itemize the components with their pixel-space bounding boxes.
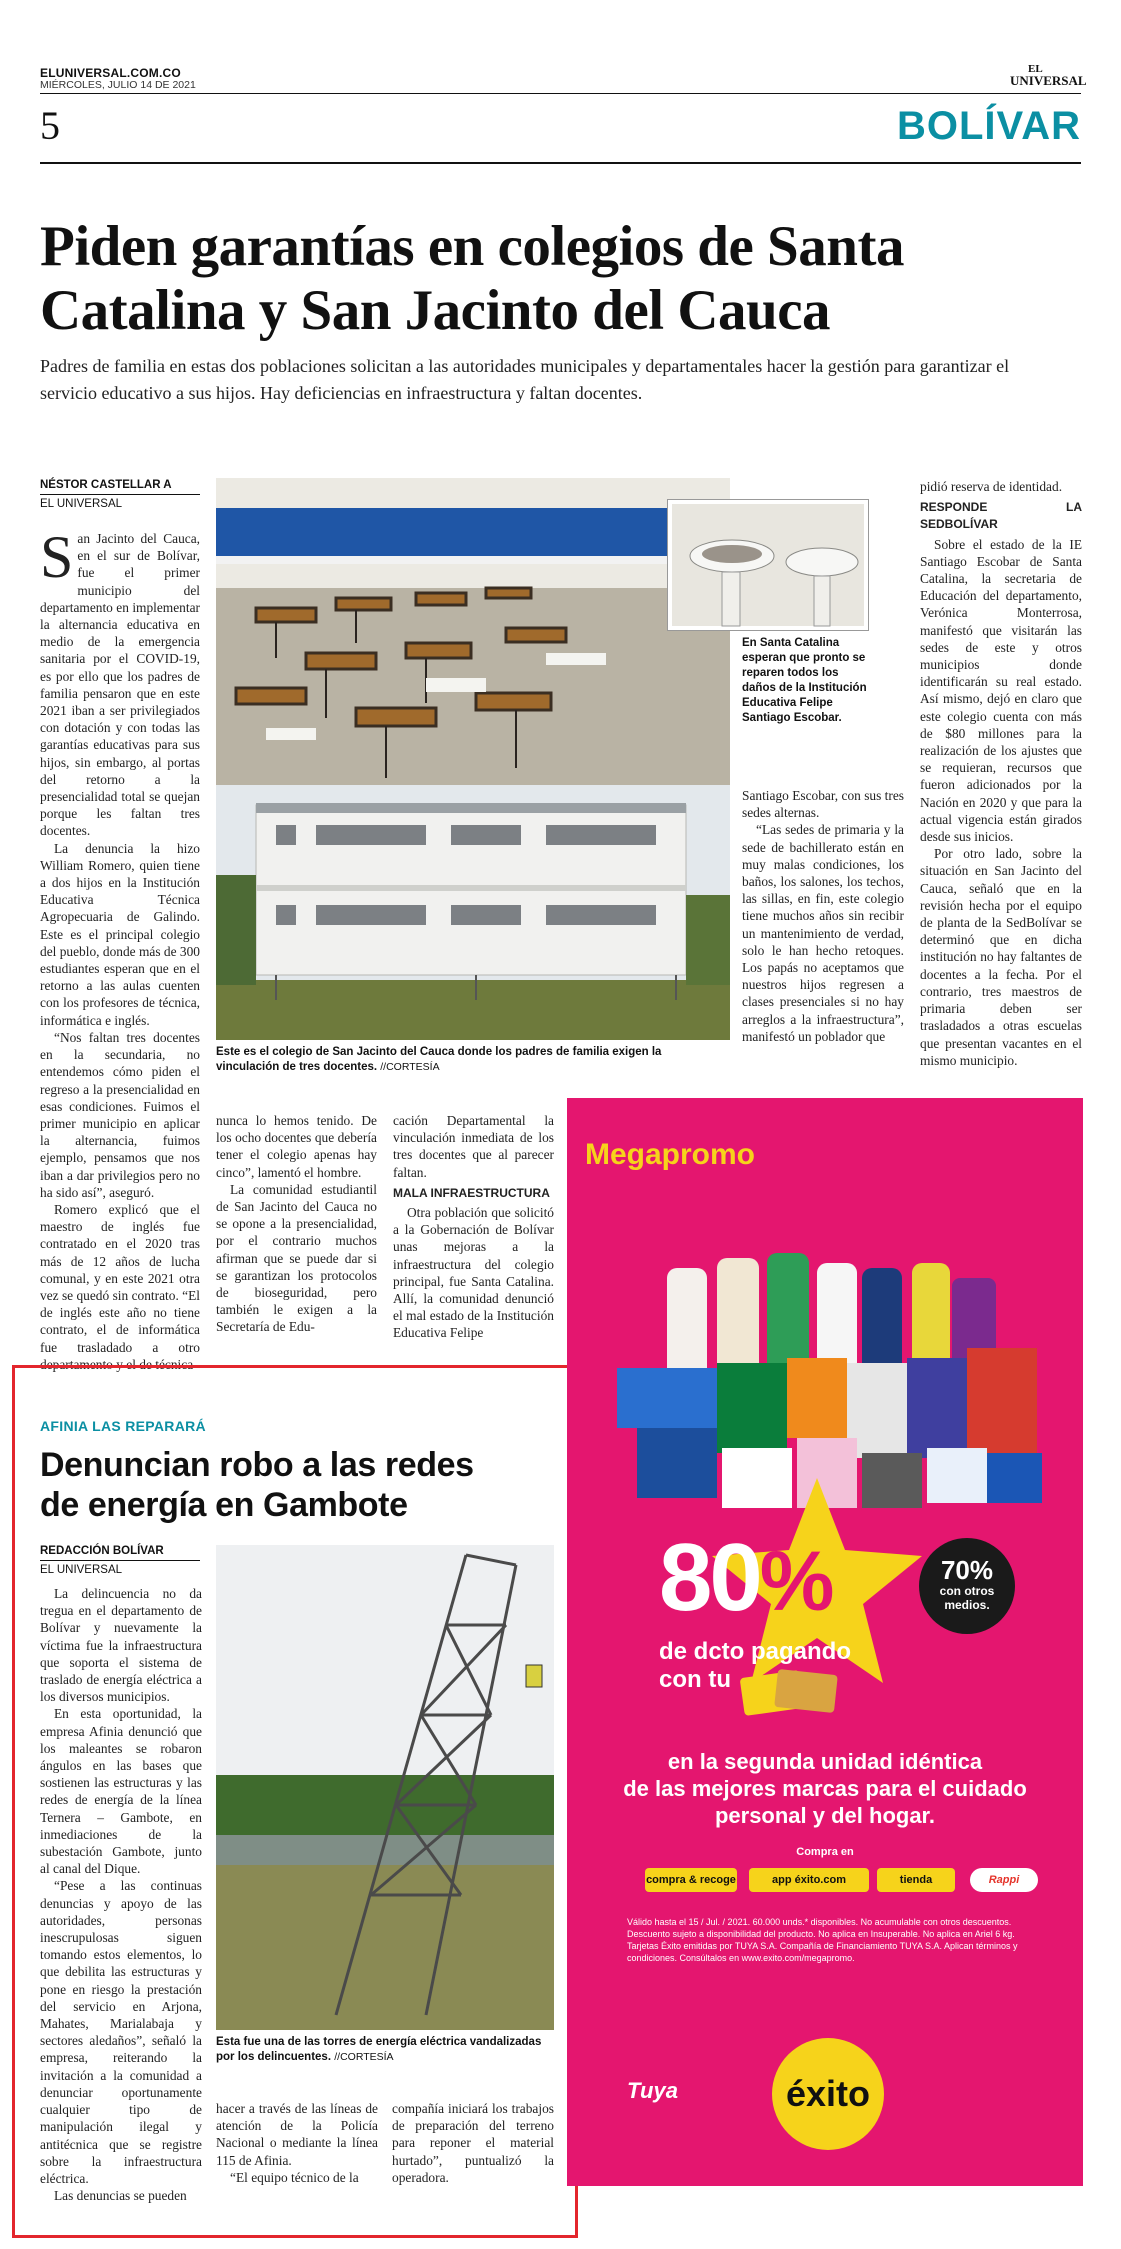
main-column-2 — [216, 1112, 377, 1362]
building-caption — [216, 1045, 726, 1075]
classroom-illustration — [216, 478, 730, 788]
second-headline — [40, 1445, 560, 1525]
second-col2-para1: hacer a través de las líneas de atención de la Policía Nacional o mediante la línea 115 de Afinia. — [216, 2101, 378, 2168]
masthead-logo — [1010, 63, 1087, 88]
channel-tienda[interactable]: tienda — [877, 1868, 955, 1892]
tower-photo — [216, 1545, 554, 2030]
second-headline-line1: Denuncian robo a las redes — [40, 1446, 474, 1484]
second-author-outlet: EL UNIVERSAL — [40, 1564, 123, 1576]
megapromo-title: Megapromo — [585, 1138, 756, 1171]
subhead-mala-infraestructura: MALA INFRAESTRUCTURA — [393, 1185, 550, 1200]
ad-body-line2: de las mejores marcas para el cuidado — [623, 1776, 1027, 1801]
washbasin-illustration — [672, 504, 864, 626]
second-col1-para1: La delincuencia no da tregua en el departamento de Bolívar y nuevamente la víctima fue la infraestructura que soporta el sistema de traslado de energía eléctrica a los diversos municipios. — [40, 1586, 202, 1705]
main-headline-line2: Catalina y San Jacinto del Cauca — [40, 279, 830, 342]
header-rule-bottom — [40, 162, 1081, 164]
second-col2-para2: “El equipo técnico de la — [230, 2169, 359, 2185]
logo-line1: EL — [1028, 63, 1043, 75]
tower-caption-credit: //CORTESÍA — [334, 2051, 394, 2063]
second-col1-para4: Las denuncias se pueden — [54, 2188, 187, 2204]
author-name: NÉSTOR CASTELLAR A — [40, 478, 200, 495]
main-col3-para2: Otra población que solicitó a la Gobernación de Bolívar unas mejoras a la infraestructura del colegio principal, fue Santa Catalina. Allí, la comunidad denunció el mal estado de la Institución Educativa Felipe — [393, 1205, 554, 1341]
main-column-3 — [393, 1112, 554, 1362]
buy-in-label: Compra en — [796, 1846, 854, 1858]
legal-text: Válido hasta el 15 / Jul. / 2021. 60.000 unds.* disponibles. No acumulable con otros descuentos. Descuento sujeto a disponibilidad del producto. No aplica en Insuperable. No aplica en Ariel 6 kg. Tarjetas Éxito emitidas por TUYA S.A. Compañía de Financiamiento TUYA S.A. Aplican términos y condiciones. Consúltalos en www.exito.com/megapromo. — [627, 1917, 1018, 1963]
alt-discount-badge — [919, 1538, 1015, 1634]
second-col1-para3: “Pese a las continuas denuncias y apoyo de las autoridades, personas inescrupulosas siguen tomando estos elementos, lo que debilita las estructuras y pone en riesgo la prestación del servicio en Arjona, Mahates, Marialabaja y sectores aledaños”, señaló la empresa, reiterando la invitación a la comunidad a denunciar oportunamente cualquier tipo de manipulación ilegal y antitécnica que se registre sobre la infraestructura eléctrica. — [40, 1878, 202, 2186]
logo-line2: UNIVERSAL — [1010, 73, 1087, 88]
channel-app-exito[interactable]: app éxito.com — [749, 1868, 869, 1892]
tower-illustration — [216, 1545, 554, 2030]
site-name: ELUNIVERSAL.COM.CO — [40, 66, 181, 80]
discount-line1: de dcto pagando — [659, 1638, 851, 1665]
discount-80 — [659, 1524, 832, 1631]
main-byline — [40, 478, 200, 511]
exito-logo — [772, 2038, 884, 2150]
main-col1-para2: La denuncia la hizo William Romero, quien tiene a dos hijos en la Institución Educativa Técnica Agropecuaria de Galindo. Este es el principal colegio del pueblo, donde más de 300 estudiantes esperan que en el retorno a las aulas cuenten con los profesores de técnica, informática e inglés. — [40, 840, 200, 1028]
alt-discount-text1: con otros — [939, 1584, 995, 1598]
subhead-responde-sedbolivar: RESPONDE LA SEDBOLÍVAR — [920, 500, 1082, 532]
building-caption-text: Este es el colegio de San Jacinto del Cauca donde los padres de familia exigen la vinculación de tres docentes. — [216, 1046, 662, 1073]
issue-date: MIÉRCOLES, JULIO 14 DE 2021 — [40, 79, 196, 91]
main-col1-text1: an Jacinto del Cauca, en el sur de Bolívar, fue el primer municipio del departamento en implementar la alternancia educativa en medio de la emergencia sanitaria por el COVID-19, es por ello que los padres de familia pensaron que en este 2021 iban a ser privilegiados con dotación y con todas las garantías educativas para sus hijos, sin embargo, al portas del retorno a la presencialidad total se quejan porque les faltan tres docentes. — [40, 531, 200, 839]
second-column-3 — [392, 2100, 554, 2225]
tower-caption-text: Esta fue una de las torres de energía eléctrica vandalizadas por los delincuentes. — [216, 2036, 542, 2063]
main-col1-para4: Romero explicó que el maestro de inglés fue contratado en el 2020 tras más de 12 años de lucha comunal, y en este 2021 otra vez se quedó sin contrato. “El de inglés este año no tiene contrato, el de informática fue trasladado a otro departamento y el de técnica — [40, 1201, 200, 1372]
discount-percent: % — [759, 1534, 832, 1628]
second-author-name: REDACCIÓN BOLÍVAR — [40, 1544, 200, 1561]
main-col1-para3: “Nos faltan tres docentes en la secundaria, no entendemos cómo piden el regreso a la presencialidad en esas condiciones. Fuimos el primer municipio en aplicar la alternancia, fuimos ejemplo, pensamos que nos iban a dar privilegios pero no ha sido así”, aseguró. — [40, 1029, 200, 1200]
main-col4-para1: Santiago Escobar, con sus tres sedes alternas. — [742, 788, 904, 821]
alt-discount-number: 70% — [940, 1555, 994, 1585]
inset-photo — [668, 500, 868, 630]
main-subtitle: Padres de familia en estas dos poblaciones solicitan a las autoridades municipales y departamentales hacer la gestión para garantizar el servicio educativo a sus hijos. Hay deficiencias en infraestructura y faltan docentes. — [40, 356, 1010, 403]
main-col1-para1 — [40, 524, 200, 840]
inset-caption: En Santa Catalina esperan que pronto se reparen todos los daños de la Institución Educativa Felipe Santiago Escobar. — [742, 637, 867, 724]
school-building-illustration — [216, 785, 730, 1040]
discount-number: 80 — [659, 1524, 760, 1631]
main-col2-para1: nunca lo hemos tenido. De los ocho docentes que debería tener el colegio apenas hay cinco”, lamentó el hombre. — [216, 1113, 377, 1180]
building-caption-credit: //CORTESÍA — [380, 1061, 440, 1073]
exito-cards — [742, 1668, 842, 1718]
main-column-1 — [40, 524, 200, 1372]
second-col3-para1: compañía iniciará los trabajos de preparación del terreno para reponer el material hurtado”, puntualizó la operadora. — [392, 2101, 554, 2185]
second-column-2 — [216, 2100, 378, 2225]
main-column-4 — [742, 787, 904, 1057]
main-col4-para2: “Las sedes de primaria y la sede de bachillerato están en muy malas condiciones, los baños, los salones, los techos, las sillas, en fin, este colegio tiene muchos años sin recibir un mantenimiento de verdad, solo le han hecho retoques. Los papás no aceptamos que nuestros hijos regresen a clases presenciales si no hay arreglos a la infraestructura”, manifestó un poblador que — [742, 822, 904, 1044]
ad-body-line3: personal y del hogar. — [714, 1803, 936, 1828]
tower-caption — [216, 2035, 556, 2065]
main-headline — [40, 215, 1085, 343]
header-rule-top — [40, 93, 1081, 94]
discount-line2: con tu — [659, 1666, 731, 1693]
main-col3-para1: cación Departamental la vinculación inmediata de los tres docentes que al parecer faltan. — [393, 1113, 554, 1180]
second-col1-para2: En esta oportunidad, la empresa Afinia denunció que los maleantes se robaron ángulos en las bases que sostienen las estructuras y las redes de energía de la línea Ternera – Gambote, en inmediaciones de la subestación Gambote, junto al canal del Dique. — [40, 1706, 202, 1877]
tuya-logo: Tuya — [627, 2078, 678, 2103]
main-col5-para2: Por otro lado, sobre la situación en San Jacinto del Cauca, señaló que en la revisión hecha por el equipo de planta de la SedBolívar se determinó que en dicha institución no hay faltantes de docentes a la fecha. Por el contrario, tres maestros de primaria deben ser trasladados a otras escuelas que presentan vacantes en el mismo municipio. — [920, 846, 1082, 1068]
drop-cap: S — [40, 524, 74, 590]
channel-rappi[interactable]: Rappi — [970, 1868, 1038, 1892]
main-column-5 — [920, 478, 1082, 1068]
ad-body — [567, 1748, 1083, 1829]
second-column-1 — [40, 1585, 202, 2225]
second-byline — [40, 1544, 200, 1577]
exito-advertisement[interactable] — [567, 1098, 1083, 2186]
main-headline-line1: Piden garantías en colegios de Santa — [40, 215, 904, 278]
second-headline-line2: de energía en Gambote — [40, 1486, 408, 1524]
alt-discount-text2: medios. — [944, 1598, 990, 1612]
section-name: BOLÍVAR — [896, 104, 1081, 148]
main-col5-top: pidió reserva de identidad. — [920, 479, 1063, 494]
card-2 — [774, 1669, 838, 1713]
building-photo — [216, 785, 730, 1040]
exito-logo-text: éxito — [785, 2073, 871, 2114]
channel-row — [645, 1864, 1045, 1896]
main-col2-para2: La comunidad estudiantil de San Jacinto del Cauca no se opone a la presencialidad, por el contrario muchos afirman que se puede dar si se garantizan los protocolos de bioseguridad, pero también le exigen a la Secretaría de Edu- — [216, 1181, 377, 1335]
classroom-photo — [216, 478, 730, 788]
channel-compra-recoge[interactable]: compra & recoge — [645, 1868, 737, 1892]
second-kicker: AFINIA LAS REPARARÁ — [40, 1418, 206, 1434]
page-number: 5 — [40, 103, 60, 148]
author-outlet: EL UNIVERSAL — [40, 498, 123, 510]
ad-body-line1: en la segunda unidad idéntica — [667, 1749, 983, 1774]
main-col5-para1: Sobre el estado de la IE Santiago Escobar de Santa Catalina, la secretaria de Educación del departamento, Verónica Monterrosa, manifestó que visitarán las sedes de este y otros municipios donde identificarán su real estado. Así mismo, dejó en claro que este colegio cuenta con más de $80 millones para la realización de los ajustes que se requieran, recursos que fueron adicionados por la Nación en 2020 y que para la actual vigencia están girados desde sus inicios. — [920, 536, 1082, 845]
